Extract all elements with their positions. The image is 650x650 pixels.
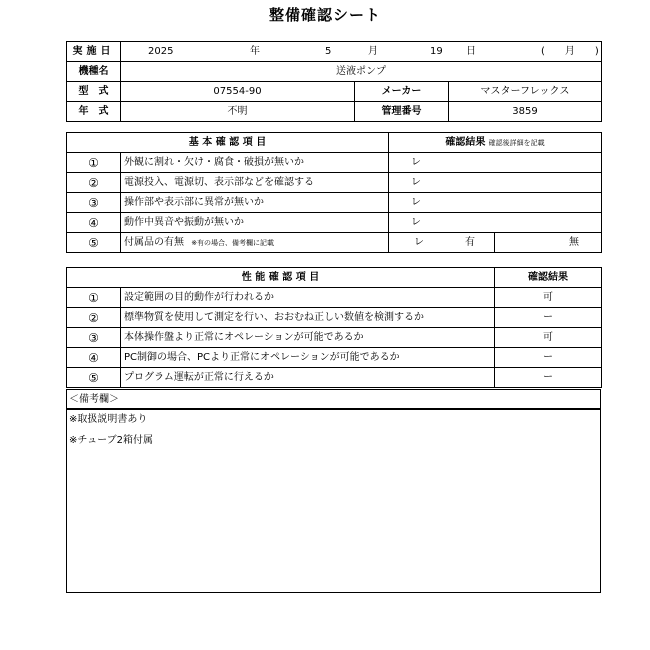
table-row <box>67 173 602 193</box>
item-text: 設定範囲の目的動作が行われるか <box>121 288 495 308</box>
item-number: ① <box>67 153 121 173</box>
type-label: 型 式 <box>67 82 121 102</box>
item-text: 外観に割れ・欠け・腐食・破損が無いか <box>121 153 389 173</box>
table-row <box>67 213 602 233</box>
table-row <box>67 288 602 308</box>
basic-result-title: 確認結果 <box>445 136 486 148</box>
mgmt-value[interactable]: 3859 <box>449 102 602 122</box>
item-result[interactable]: ー <box>495 368 602 388</box>
item-number: ② <box>67 308 121 328</box>
item-number: ⑤ <box>67 233 121 253</box>
performance-check-table <box>66 267 602 388</box>
item-number: ② <box>67 173 121 193</box>
maker-label: メーカー <box>355 82 449 102</box>
basic-result-header <box>389 133 602 153</box>
table-row <box>67 348 602 368</box>
accessories-label: 付属品の有無 <box>124 236 184 248</box>
basic-result-note: 確認後詳細を記載 <box>488 138 545 147</box>
remarks-line: ※取扱説明書あり <box>69 414 148 425</box>
table-row <box>67 193 602 213</box>
date-day-unit: 日 <box>466 45 476 57</box>
page-title: 整備確認シート <box>268 6 381 24</box>
date-weekday: ( 月 ) <box>541 45 599 57</box>
accessories-yes: 有 <box>465 236 476 248</box>
table-row <box>67 308 602 328</box>
item-result[interactable]: ー <box>495 348 602 368</box>
item-text: 操作部や表示部に異常が無いか <box>121 193 389 213</box>
date-day: 19 <box>430 45 443 57</box>
table-row <box>67 368 602 388</box>
remarks-area[interactable] <box>66 408 601 593</box>
item-number: ⑤ <box>67 368 121 388</box>
item-check[interactable]: レ <box>389 193 602 213</box>
item-text: PC制御の場合、PCより正常にオペレーションが可能であるか <box>121 348 495 368</box>
perf-result-header: 確認結果 <box>495 268 602 288</box>
item-check[interactable]: レ <box>389 173 602 193</box>
mgmt-label: 管理番号 <box>355 102 449 122</box>
accessories-note: ※有の場合、備考欄に記載 <box>191 238 275 247</box>
item-check[interactable]: レ <box>389 213 602 233</box>
table-row <box>67 233 602 253</box>
item-result[interactable]: ー <box>495 308 602 328</box>
basic-header: 基 本 確 認 項 目 <box>67 133 389 153</box>
item-text: プログラム運転が正常に行えるか <box>121 368 495 388</box>
basic-check-table <box>66 132 602 253</box>
item-number: ③ <box>67 193 121 213</box>
item-result[interactable]: 可 <box>495 288 602 308</box>
item-check[interactable]: レ <box>389 153 602 173</box>
model-label: 機種名 <box>67 62 121 82</box>
item-text: 本体操作盤より正常にオペレーションが可能であるか <box>121 328 495 348</box>
accessories-yes-cell[interactable] <box>389 233 495 253</box>
remarks-line: ※チューブ2箱付属 <box>69 435 153 446</box>
item-text: 動作中異音や振動が無いか <box>121 213 389 233</box>
item-result[interactable]: 可 <box>495 328 602 348</box>
remarks-label: ＜備考欄＞ <box>69 394 119 405</box>
item-text <box>121 233 389 253</box>
item-text: 電源投入、電源切、表示部などを確認する <box>121 173 389 193</box>
date-year: 2025 <box>148 45 174 57</box>
maker-value[interactable]: マスターフレックス <box>449 82 602 102</box>
item-text: 標準物質を使用して測定を行い、おおむね正しい数値を検測するか <box>121 308 495 328</box>
date-label: 実施日 <box>67 42 121 62</box>
year-model-value[interactable]: 不明 <box>121 102 355 122</box>
item-number: ④ <box>67 348 121 368</box>
type-value[interactable]: 07554-90 <box>121 82 355 102</box>
perf-header: 性 能 確 認 項 目 <box>67 268 495 288</box>
accessories-check: レ <box>414 236 425 248</box>
item-number: ③ <box>67 328 121 348</box>
year-model-label: 年 式 <box>67 102 121 122</box>
item-number: ① <box>67 288 121 308</box>
date-month: 5 <box>325 45 332 57</box>
date-value[interactable] <box>121 42 602 62</box>
table-row <box>67 153 602 173</box>
accessories-none[interactable]: 無 <box>495 233 602 253</box>
table-row <box>67 328 602 348</box>
date-year-unit: 年 <box>250 45 260 57</box>
date-month-unit: 月 <box>368 45 378 57</box>
remarks-label-box <box>66 389 601 410</box>
info-table <box>66 41 602 122</box>
model-value[interactable]: 送液ポンプ <box>121 62 602 82</box>
item-number: ④ <box>67 213 121 233</box>
